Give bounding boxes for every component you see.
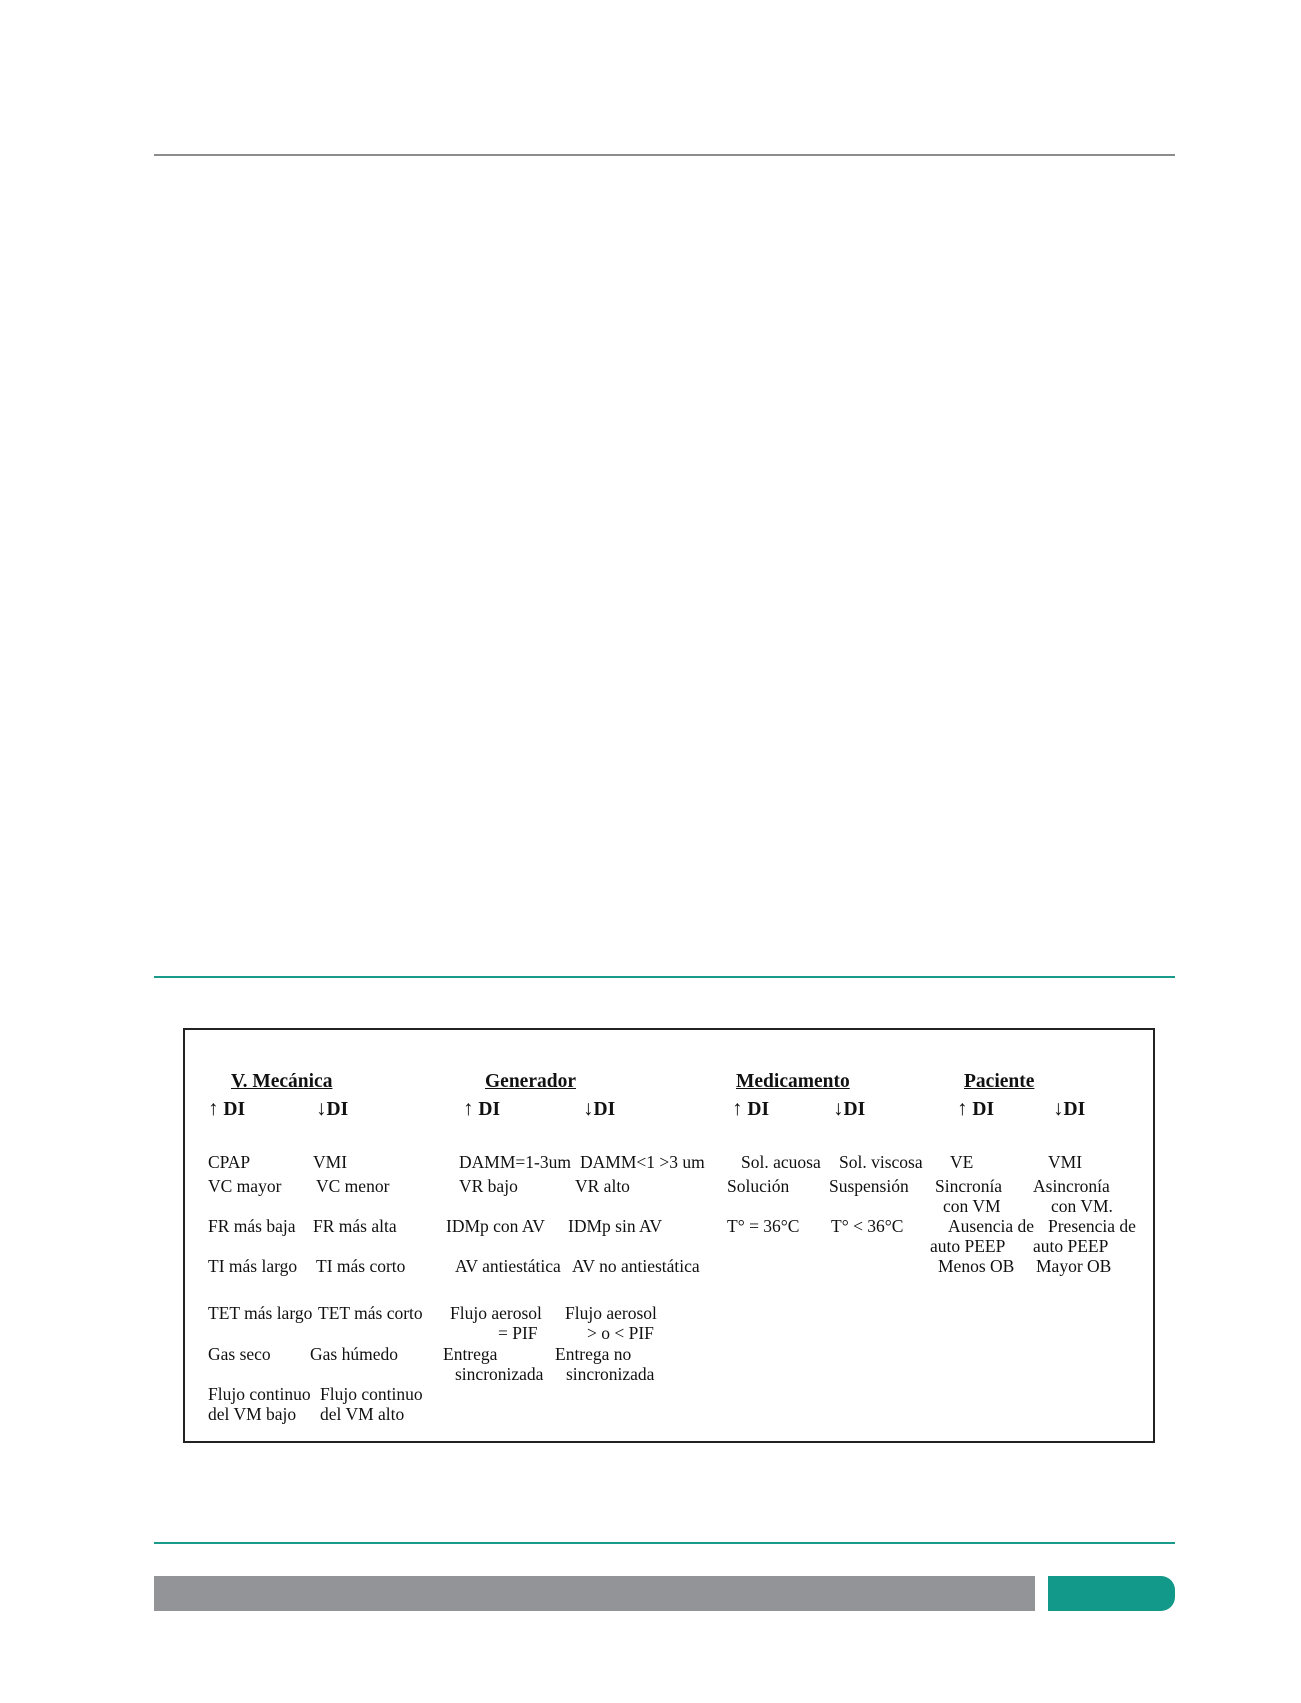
up-arrow-icon: ↑ (463, 1096, 474, 1120)
vm-up-item: Gas seco (208, 1344, 271, 1364)
pac-up-item: Sincronía (935, 1176, 1003, 1196)
decrease-di-label: ↓DI (833, 1096, 866, 1120)
footer-bar (154, 1576, 1035, 1611)
increase-di-label: ↑ DI (957, 1096, 995, 1120)
increase-di-label: ↑ DI (463, 1096, 501, 1120)
pac-down-item: Mayor OB (1036, 1256, 1112, 1276)
gen-up-item: = PIF (498, 1323, 538, 1343)
vm-down-item: FR más alta (313, 1216, 397, 1236)
gen-down-item: sincronizada (566, 1364, 655, 1384)
med-down-item: Suspensión (829, 1176, 909, 1196)
vm-down-item: Gas húmedo (310, 1344, 398, 1364)
gen-up-item: AV antiestática (455, 1256, 561, 1276)
gen-down-item: AV no antiestática (572, 1256, 700, 1276)
gen-up-item: Entrega (443, 1344, 498, 1364)
aerosol-factors-table (183, 1028, 1155, 1443)
pac-down-item: VMI (1048, 1152, 1083, 1172)
med-up-item: T° = 36°C (727, 1216, 800, 1236)
decrease-di-label: ↓DI (316, 1096, 349, 1120)
pac-down-item: auto PEEP (1033, 1236, 1109, 1256)
header-generador: Generador (485, 1071, 576, 1092)
section-rule-top (154, 976, 1175, 978)
gen-down-item: Flujo aerosol (565, 1303, 657, 1323)
pac-up-item: Ausencia de (948, 1216, 1035, 1236)
vm-down-item: TET más corto (318, 1303, 423, 1323)
gen-down-item: VR alto (575, 1176, 630, 1196)
header-paciente: Paciente (964, 1071, 1035, 1092)
pac-up-item: VE (950, 1152, 974, 1172)
pac-down-item: Presencia de (1048, 1216, 1136, 1236)
pac-down-item: con VM. (1051, 1196, 1113, 1216)
vm-down-item: VC menor (316, 1176, 390, 1196)
header-v-mecanica: V. Mecánica (231, 1071, 333, 1092)
down-arrow-icon: ↓ (833, 1096, 844, 1120)
down-arrow-icon: ↓ (583, 1096, 594, 1120)
decrease-di-label: ↓DI (1053, 1096, 1086, 1120)
gen-down-item: DAMM<1 >3 um (580, 1152, 705, 1172)
med-up-item: Sol. acuosa (741, 1152, 821, 1172)
vm-down-item: del VM alto (320, 1404, 405, 1424)
vm-up-item: del VM bajo (208, 1404, 297, 1424)
gen-down-item: Entrega no (555, 1344, 632, 1364)
med-down-item: Sol. viscosa (839, 1152, 923, 1172)
gen-up-item: IDMp con AV (446, 1216, 545, 1236)
pac-up-item: Menos OB (938, 1256, 1015, 1276)
gen-up-item: DAMM=1-3um (459, 1152, 571, 1172)
vm-down-item: VMI (313, 1152, 348, 1172)
up-arrow-icon: ↑ (208, 1096, 219, 1120)
increase-di-label: ↑ DI (208, 1096, 246, 1120)
gen-up-item: sincronizada (455, 1364, 544, 1384)
vm-down-item: TI más corto (316, 1256, 406, 1276)
gen-up-item: Flujo aerosol (450, 1303, 542, 1323)
footer-tab (1048, 1576, 1175, 1611)
header-medicamento: Medicamento (736, 1071, 850, 1092)
med-up-item: Solución (727, 1176, 790, 1196)
down-arrow-icon: ↓ (316, 1096, 327, 1120)
header-rule (154, 154, 1175, 156)
vm-up-item: Flujo continuo (208, 1384, 311, 1404)
vm-up-item: TI más largo (208, 1256, 298, 1276)
down-arrow-icon: ↓ (1053, 1096, 1064, 1120)
pac-up-item: con VM (943, 1196, 1001, 1216)
gen-down-item: > o < PIF (587, 1323, 654, 1343)
up-arrow-icon: ↑ (957, 1096, 968, 1120)
gen-up-item: VR bajo (459, 1176, 518, 1196)
vm-down-item: Flujo continuo (320, 1384, 423, 1404)
increase-di-label: ↑ DI (732, 1096, 770, 1120)
vm-up-item: VC mayor (208, 1176, 282, 1196)
section-rule-bottom (154, 1542, 1175, 1544)
vm-up-item: FR más baja (208, 1216, 296, 1236)
vm-up-item: TET más largo (208, 1303, 313, 1323)
med-down-item: T° < 36°C (831, 1216, 904, 1236)
vm-up-item: CPAP (208, 1152, 251, 1172)
pac-down-item: Asincronía (1033, 1176, 1110, 1196)
pac-up-item: auto PEEP (930, 1236, 1006, 1256)
gen-down-item: IDMp sin AV (568, 1216, 663, 1236)
decrease-di-label: ↓DI (583, 1096, 616, 1120)
up-arrow-icon: ↑ (732, 1096, 743, 1120)
